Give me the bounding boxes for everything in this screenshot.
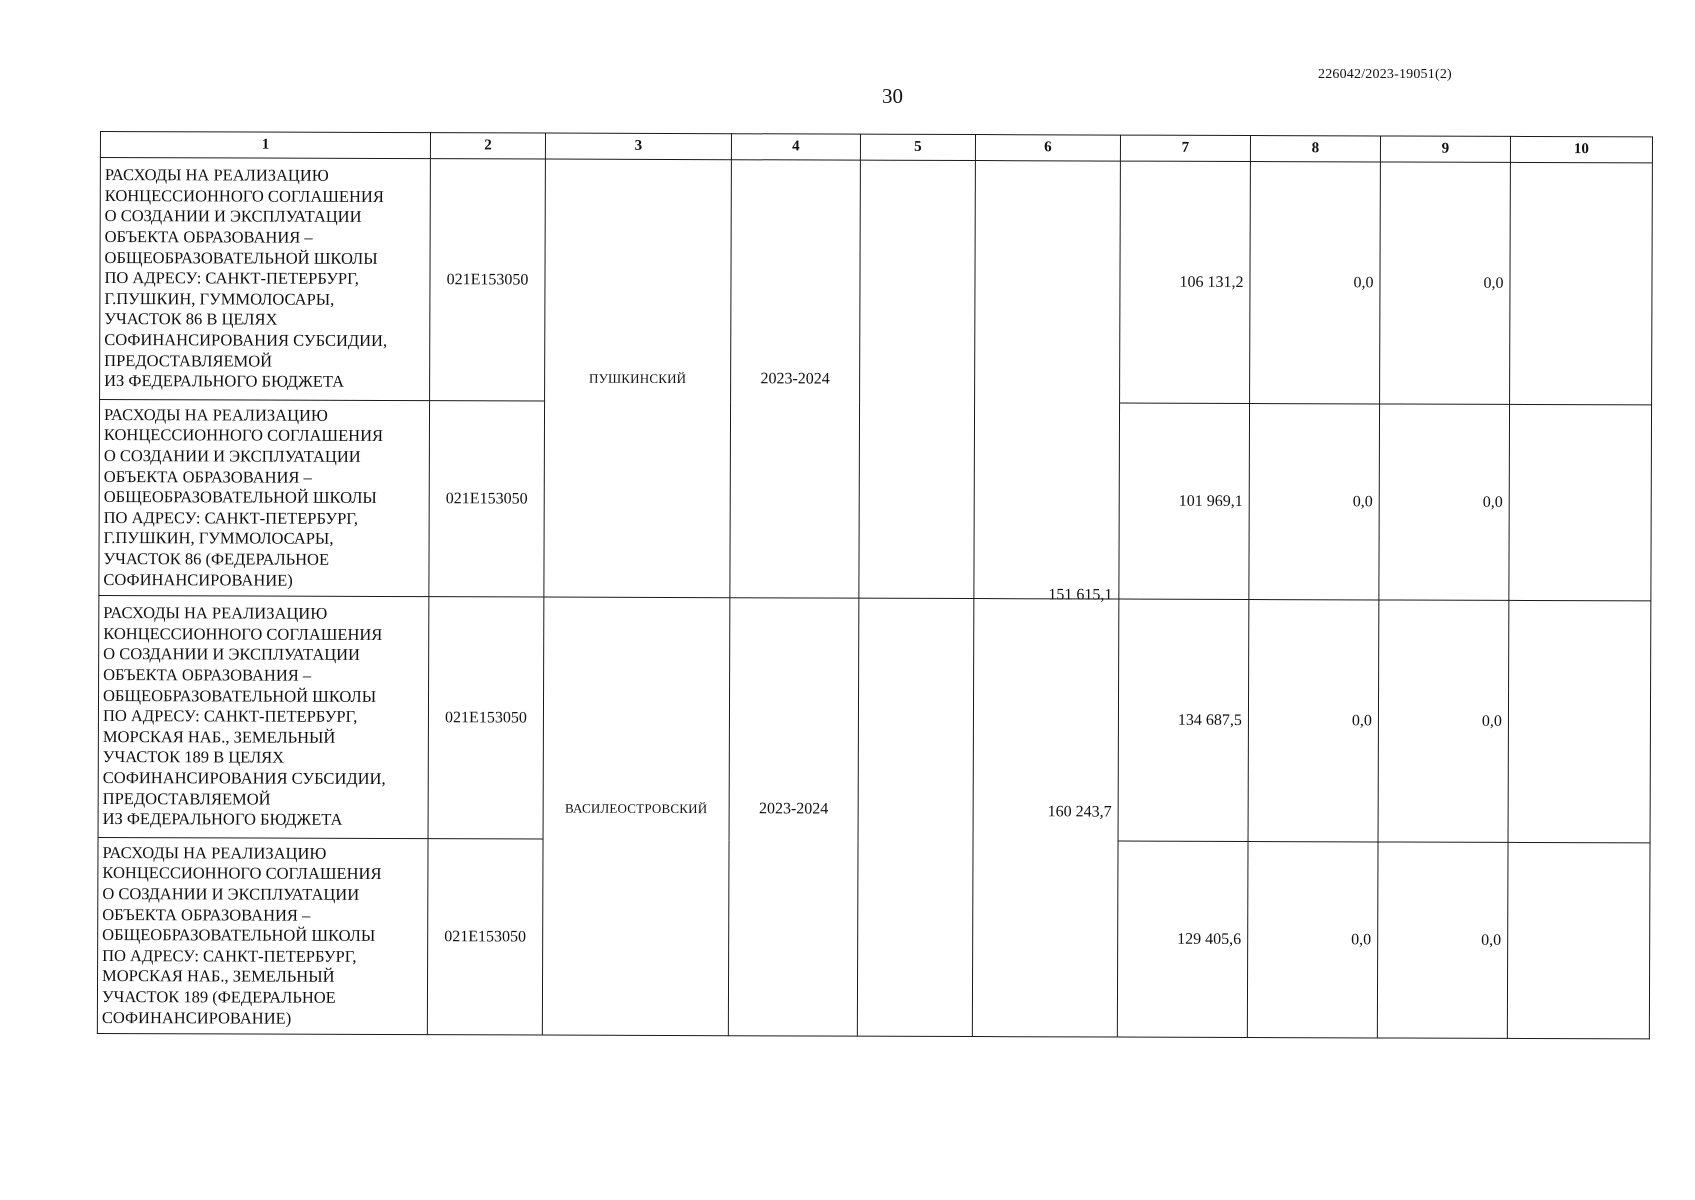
table-row bbox=[100, 158, 1653, 405]
amount-col-8: 0,0 bbox=[1250, 162, 1381, 404]
page-number: 30 bbox=[882, 84, 903, 108]
amount-col-7: 106 131,2 bbox=[1120, 161, 1251, 403]
implementation-period: 2023-2024 bbox=[730, 160, 861, 598]
column-header-4: 4 bbox=[731, 134, 860, 160]
column-header-10: 10 bbox=[1510, 136, 1652, 162]
column-header-1: 1 bbox=[100, 132, 430, 159]
expense-description: РАСХОДЫ НА РЕАЛИЗАЦИЮ КОНЦЕССИОННОГО СОГЛАШЕНИЯ О СОЗДАНИИ И ЭКСПЛУАТАЦИИ ОБЪЕКТА ОБРАЗОВАНИЯ – ОБЩЕОБРАЗОВАТЕЛЬНОЙ ШКОЛЫ ПО АДРЕСУ: САНКТ-ПЕТЕРБУРГ, Г.ПУШКИН, ГУММОЛОСАРЫ, УЧАСТОК 86 В ЦЕЛЯХ СОФИНАНСИРОВАНИЯ СУБСИДИИ, ПРЕДОСТАВЛЯЕМОЙ ИЗ ФЕДЕРАЛЬНОГО БЮДЖЕТА bbox=[100, 158, 431, 401]
budget-code: 021E153050 bbox=[428, 597, 544, 839]
district-name bbox=[542, 597, 730, 1036]
column-5-cell bbox=[859, 160, 976, 598]
amount-col-10 bbox=[1507, 842, 1650, 1038]
district-name: ПУШКИНСКИЙ bbox=[544, 159, 732, 598]
column-header-3: 3 bbox=[545, 133, 731, 160]
budget-code: 021E153050 bbox=[427, 839, 543, 1035]
amount-col-9: 0,0 bbox=[1380, 162, 1511, 404]
column-header-7: 7 bbox=[1120, 135, 1250, 161]
implementation-period bbox=[728, 598, 859, 1036]
amount-col-10 bbox=[1508, 600, 1651, 842]
budget-code: 021E153050 bbox=[430, 159, 546, 401]
expense-description: РАСХОДЫ НА РЕАЛИЗАЦИЮ КОНЦЕССИОННОГО СОГЛАШЕНИЯ О СОЗДАНИИ И ЭКСПЛУАТАЦИИ ОБЪЕКТА ОБРАЗОВАНИЯ – ОБЩЕОБРАЗОВАТЕЛЬНОЙ ШКОЛЫ ПО АДРЕСУ: САНКТ-ПЕТЕРБУРГ, МОРСКАЯ НАБ., ЗЕМЕЛЬНЫЙ УЧАСТОК 189 В ЦЕЛЯХ СОФИНАНСИРОВАНИЯ СУБСИДИИ, ПРЕДОСТАВЛЯЕМОЙ ИЗ ФЕДЕРАЛЬНОГО БЮДЖЕТА bbox=[98, 595, 429, 838]
budget-code: 021E153050 bbox=[429, 401, 545, 597]
implementation-period-text: 2023-2024 bbox=[758, 799, 829, 818]
amount-col-10 bbox=[1510, 162, 1653, 404]
amount-col-7: 134 687,5 bbox=[1118, 599, 1249, 841]
amount-col-10 bbox=[1509, 404, 1652, 600]
total-amount bbox=[972, 599, 1119, 1038]
column-header-2: 2 bbox=[430, 133, 545, 159]
column-header-8: 8 bbox=[1250, 136, 1380, 162]
amount-col-9: 0,0 bbox=[1379, 404, 1510, 600]
total-amount-value: 160 243,7 bbox=[1047, 802, 1112, 821]
amount-col-9: 0,0 bbox=[1378, 600, 1509, 842]
column-5-cell bbox=[857, 598, 974, 1036]
table-row bbox=[98, 595, 1651, 842]
expense-description: РАСХОДЫ НА РЕАЛИЗАЦИЮ КОНЦЕССИОННОГО СОГЛАШЕНИЯ О СОЗДАНИИ И ЭКСПЛУАТАЦИИ ОБЪЕКТА ОБРАЗОВАНИЯ – ОБЩЕОБРАЗОВАТЕЛЬНОЙ ШКОЛЫ ПО АДРЕСУ: САНКТ-ПЕТЕРБУРГ, МОРСКАЯ НАБ., ЗЕМЕЛЬНЫЙ УЧАСТОК 189 (ФЕДЕРАЛЬНОЕ СОФИНАНСИРОВАНИЕ) bbox=[97, 837, 428, 1034]
total-amount bbox=[974, 161, 1121, 604]
amount-col-7: 129 405,6 bbox=[1117, 841, 1248, 1037]
expense-description: РАСХОДЫ НА РЕАЛИЗАЦИЮ КОНЦЕССИОННОГО СОГЛАШЕНИЯ О СОЗДАНИИ И ЭКСПЛУАТАЦИИ ОБЪЕКТА ОБРАЗОВАНИЯ – ОБЩЕОБРАЗОВАТЕЛЬНОЙ ШКОЛЫ ПО АДРЕСУ: САНКТ-ПЕТЕРБУРГ, Г.ПУШКИН, ГУММОЛОСАРЫ, УЧАСТОК 86 (ФЕДЕРАЛЬНОЕ СОФИНАНСИРОВАНИЕ) bbox=[99, 400, 430, 597]
amount-col-7: 101 969,1 bbox=[1119, 403, 1250, 599]
amount-col-8: 0,0 bbox=[1248, 600, 1379, 842]
budget-table bbox=[97, 131, 1653, 1039]
column-header-5: 5 bbox=[860, 134, 975, 160]
amount-col-8: 0,0 bbox=[1247, 842, 1378, 1038]
amount-col-9: 0,0 bbox=[1377, 842, 1508, 1038]
document-id: 226042/2023-19051(2) bbox=[1318, 67, 1452, 82]
district-name-text: ВАСИЛЕОСТРОВСКИЙ bbox=[564, 800, 708, 816]
amount-col-8: 0,0 bbox=[1249, 404, 1380, 600]
total-amount-value: 151 615,1 bbox=[1048, 586, 1113, 604]
table-body bbox=[97, 158, 1652, 1039]
column-header-6: 6 bbox=[975, 135, 1120, 162]
column-header-9: 9 bbox=[1380, 136, 1510, 162]
